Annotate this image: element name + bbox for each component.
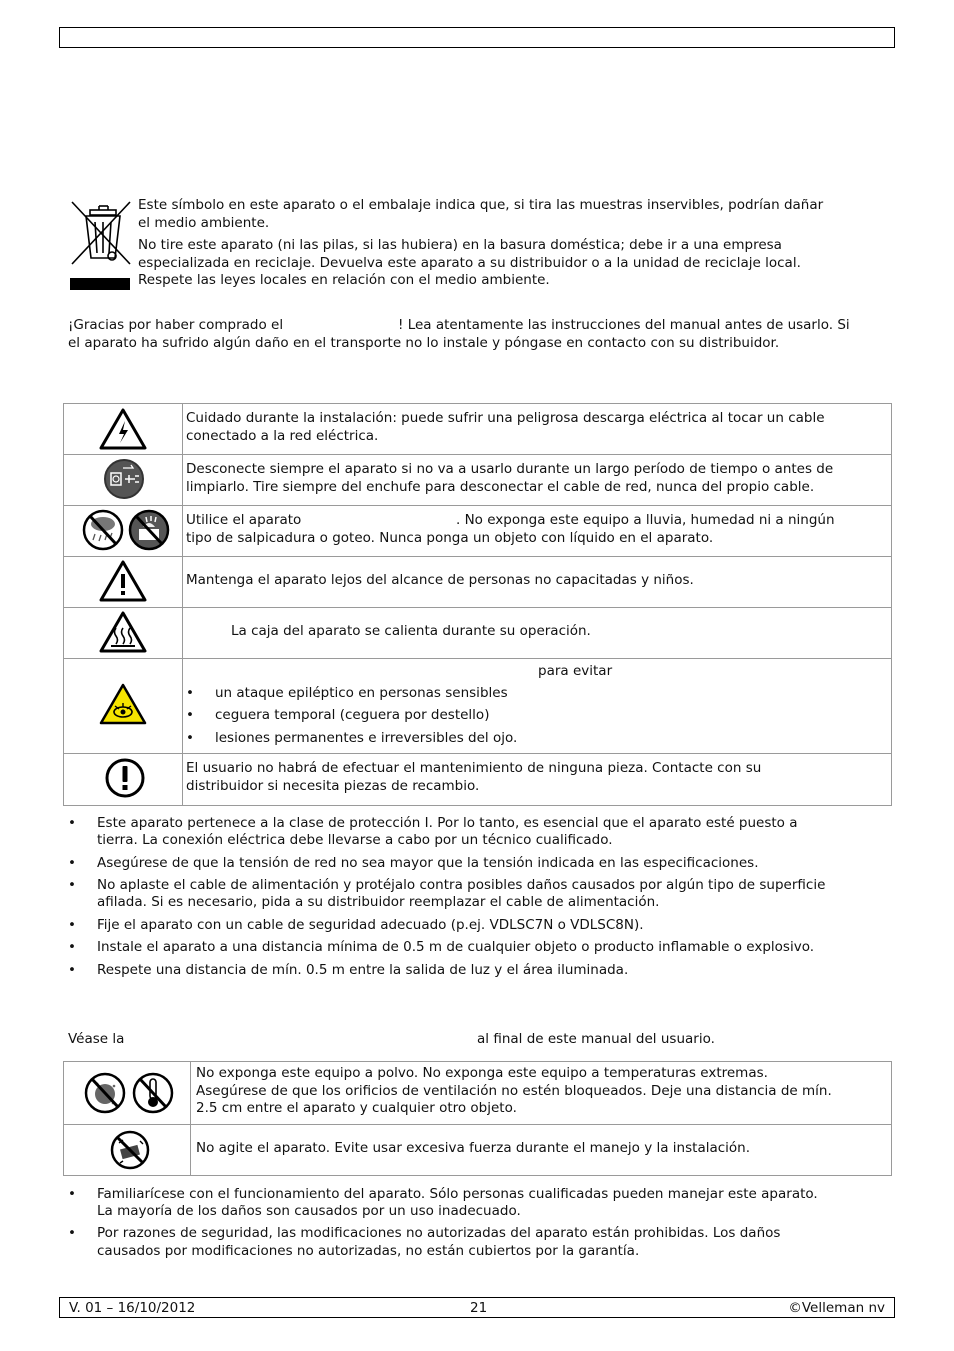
list-item: Instale el aparato a una distancia mínima de 0.5 m de cualquier objeto o producto inflamable o explosivo. — [97, 939, 815, 955]
weee-bin-icon — [68, 198, 134, 292]
general-warning-icon — [98, 559, 148, 603]
list-item: Este aparato pertenece a la clase de protección I. Por lo tanto, es esencial que el aparato esté puesto a — [97, 815, 798, 831]
bullet-dot: • — [68, 855, 76, 871]
bullet-dot: • — [68, 815, 76, 831]
safety-row-text: limpiarlo. Tire siempre del enchufe para desconectar el cable de red, nunca del propio cable. — [186, 479, 815, 495]
see-text: Véase la — [68, 1031, 125, 1047]
bullet-dot: • — [68, 962, 76, 978]
guidelines-table — [63, 1061, 891, 1175]
bullet-dot: • — [68, 917, 76, 933]
do-not-shake-icon — [109, 1129, 151, 1171]
list-item: La mayoría de los daños son causados por un uso inadecuado. — [97, 1203, 521, 1219]
list-item: Asegúrese de que la tensión de red no sea mayor que la tensión indicada en las especificaciones. — [97, 855, 759, 871]
list-item: Respete una distancia de mín. 0.5 m entre la salida de luz y el área iluminada. — [97, 962, 629, 978]
bullet-dot: • — [186, 685, 194, 701]
safety-row-bullet: un ataque epiléptico en personas sensibles — [215, 685, 508, 701]
bullet-dot: • — [68, 1186, 76, 1202]
safety-row-text: Cuidado durante la instalación: puede sufrir una peligrosa descarga eléctrica al tocar un cable — [186, 410, 825, 426]
bullet-dot: • — [68, 1225, 76, 1241]
header-box — [59, 27, 895, 48]
weee-text-line: No tire este aparato (ni las pilas, si las hubiera) en la basura doméstica; debe ir a una empresa — [138, 237, 782, 253]
list-item: afilada. Si es necesario, pida a su distribuidor reemplazar el cable de alimentación. — [97, 894, 660, 910]
eye-hazard-icon — [98, 682, 148, 726]
list-item: Fije el aparato con un cable de seguridad adecuado (p.ej. VDLSC7N o VDLSC8N). — [97, 917, 644, 933]
safety-row-text: conectado a la red eléctrica. — [186, 428, 379, 444]
safety-row-text: distribuidor si necesita piezas de recambio. — [186, 778, 480, 794]
guide-row-text: No exponga este equipo a polvo. No exponga este equipo a temperaturas extremas. — [196, 1065, 768, 1081]
safety-row-text: para evitar — [538, 663, 613, 679]
safety-row-text: tipo de salpicadura o goteo. Nunca ponga un objeto con líquido en el aparato. — [186, 530, 714, 546]
list-item: No aplaste el cable de alimentación y protéjalo contra posibles daños causados por algún tipo de superficie — [97, 877, 826, 893]
see-text: al final de este manual del usuario. — [477, 1031, 715, 1047]
footer-version: V. 01 – 16/10/2012 — [69, 1300, 196, 1316]
weee-text-line: Respete las leyes locales en relación con el medio ambiente. — [138, 272, 550, 288]
electric-shock-warning-icon — [98, 407, 148, 451]
safety-row-text: Mantenga el aparato lejos del alcance de personas no capacitadas y niños. — [186, 572, 694, 588]
exclamation-circle-icon — [104, 756, 146, 800]
safety-row-bullet: ceguera temporal (ceguera por destello) — [215, 707, 490, 723]
no-rain-no-liquid-icon — [81, 507, 171, 553]
list-item: tierra. La conexión eléctrica debe llevarse a cabo por un técnico cualificado. — [97, 832, 613, 848]
no-dust-no-temperature-icon — [83, 1070, 175, 1116]
list-item: Por razones de seguridad, las modificaciones no autorizadas del aparato están prohibidas. Los daños — [97, 1225, 781, 1241]
hot-surface-icon — [98, 610, 148, 654]
weee-text-line: Este símbolo en este aparato o el embalaje indica que, si tira las muestras inservibles, podrían dañar — [138, 197, 824, 213]
safety-row-text: La caja del aparato se calienta durante su operación. — [231, 623, 591, 639]
guide-row-text: 2.5 cm entre el aparato y cualquier otro objeto. — [196, 1100, 517, 1116]
safety-table — [63, 403, 891, 805]
bullet-dot: • — [68, 939, 76, 955]
safety-row-text: El usuario no habrá de efectuar el mantenimiento de ninguna pieza. Contacte con su — [186, 760, 762, 776]
thanks-text: ¡Gracias por haber comprado el — [68, 317, 284, 333]
guide-row-text: Asegúrese de que los orificios de ventilación no estén bloqueados. Deje una distancia de mín. — [196, 1083, 832, 1099]
thanks-text: ! Lea atentamente las instrucciones del manual antes de usarlo. Si — [398, 317, 850, 333]
bullet-dot: • — [186, 730, 194, 746]
weee-text-line: el medio ambiente. — [138, 215, 270, 231]
unplug-icon — [103, 458, 145, 500]
footer-page-number: 21 — [470, 1300, 488, 1316]
safety-row-text: . No exponga este equipo a lluvia, humedad ni a ningún — [456, 512, 835, 528]
list-item: causados por modificaciones no autorizadas, no están cubiertos por la garantía. — [97, 1243, 640, 1259]
safety-row-text: Utilice el aparato — [186, 512, 302, 528]
page-footer — [59, 1297, 895, 1318]
safety-row-bullet: lesiones permanentes e irreversibles del ojo. — [215, 730, 518, 746]
guide-row-text: No agite el aparato. Evite usar excesiva fuerza durante el manejo y la instalación. — [196, 1140, 751, 1156]
safety-row-text: Desconecte siempre el aparato si no va a usarlo durante un largo período de tiempo o antes de — [186, 461, 834, 477]
list-item: Familiarícese con el funcionamiento del aparato. Sólo personas cualificadas pueden manejar este aparato. — [97, 1186, 818, 1202]
footer-copyright: ©Velleman nv — [788, 1300, 885, 1316]
bullet-dot: • — [186, 707, 194, 723]
bullet-dot: • — [68, 877, 76, 893]
weee-text-line: especializada en reciclaje. Devuelva este aparato a su distribuidor o a la unidad de reciclaje local. — [138, 255, 801, 271]
thanks-text: el aparato ha sufrido algún daño en el transporte no lo instale y póngase en contacto con su distribuidor. — [68, 335, 780, 351]
